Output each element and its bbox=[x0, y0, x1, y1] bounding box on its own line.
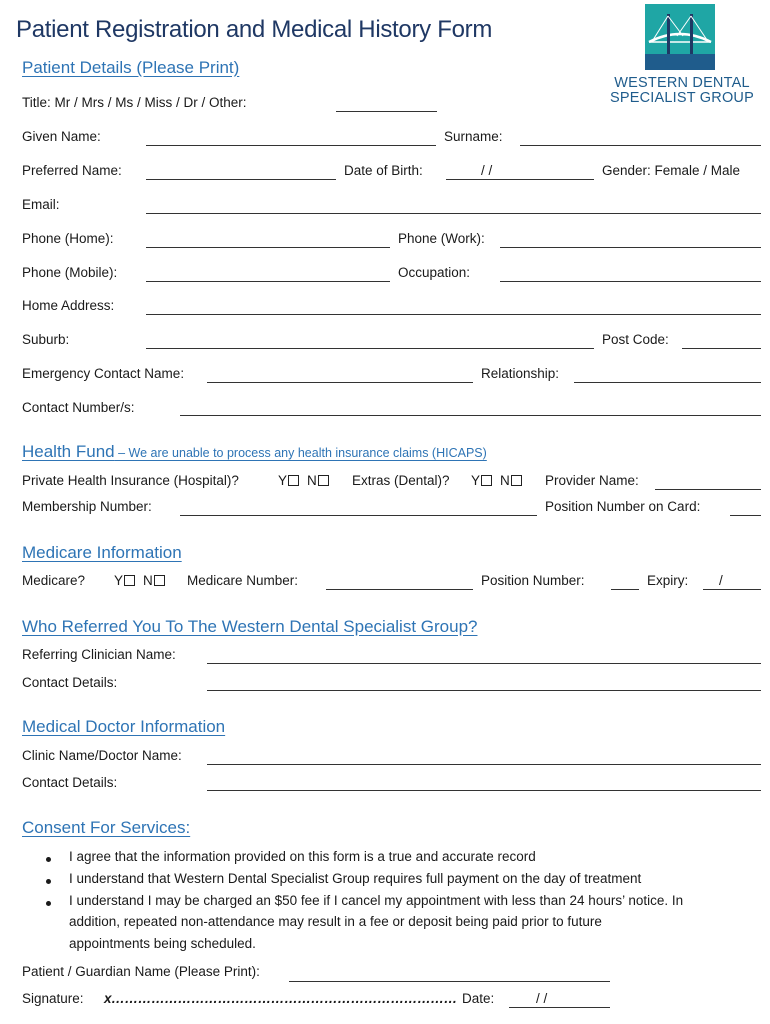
dob-slashes: / / bbox=[481, 163, 493, 178]
referring-clinician-field[interactable] bbox=[207, 663, 761, 664]
bridge-logo-icon bbox=[645, 4, 715, 70]
surname-field[interactable] bbox=[520, 145, 761, 146]
form-title: Patient Registration and Medical History Form bbox=[16, 16, 493, 43]
guardian-name-field[interactable] bbox=[289, 981, 610, 982]
medicare-yes[interactable] bbox=[114, 573, 135, 588]
extras-yes[interactable] bbox=[471, 473, 492, 488]
referral-contact-field[interactable] bbox=[207, 690, 761, 691]
position-on-card-label: Position Number on Card: bbox=[545, 499, 701, 514]
occupation-label: Occupation: bbox=[398, 265, 471, 280]
private-hospital-label: Private Health Insurance (Hospital)? bbox=[22, 473, 239, 488]
date-field[interactable] bbox=[509, 1007, 610, 1008]
surname-label: Surname: bbox=[444, 129, 503, 144]
yes-label: Y bbox=[471, 473, 481, 488]
clinic-name-field[interactable] bbox=[207, 764, 761, 765]
email-field[interactable] bbox=[146, 213, 761, 214]
consent-item-3-line-3: appointments being scheduled. bbox=[69, 936, 256, 951]
expiry-slash: / bbox=[719, 573, 723, 588]
referral-contact-label: Contact Details: bbox=[22, 675, 118, 690]
checkbox[interactable] bbox=[318, 475, 329, 486]
given-name-label: Given Name: bbox=[22, 129, 101, 144]
patient-details-heading: Patient Details (Please Print) bbox=[22, 58, 240, 77]
medicare-heading: Medicare Information bbox=[22, 543, 182, 562]
doctor-contact-label: Contact Details: bbox=[22, 775, 118, 790]
email-label: Email: bbox=[22, 197, 60, 212]
yes-label: Y bbox=[114, 573, 124, 588]
phone-home-field[interactable] bbox=[146, 247, 390, 248]
provider-name-label: Provider Name: bbox=[545, 473, 639, 488]
medicare-number-field[interactable] bbox=[326, 589, 473, 590]
suburb-field[interactable] bbox=[146, 348, 594, 349]
date-slashes: / / bbox=[536, 991, 548, 1006]
occupation-field[interactable] bbox=[500, 281, 761, 282]
position-on-card-field[interactable] bbox=[730, 515, 761, 516]
title-label: Title: Mr / Mrs / Ms / Miss / Dr / Other: bbox=[22, 95, 247, 110]
preferred-name-label: Preferred Name: bbox=[22, 163, 122, 178]
contact-numbers-label: Contact Number/s: bbox=[22, 400, 135, 415]
phone-mobile-label: Phone (Mobile): bbox=[22, 265, 118, 280]
checkbox[interactable] bbox=[511, 475, 522, 486]
signature-field[interactable]: x…………………………………………………………………… bbox=[104, 991, 458, 1006]
suburb-label: Suburb: bbox=[22, 332, 70, 347]
provider-name-field[interactable] bbox=[655, 489, 761, 490]
extras-no[interactable] bbox=[500, 473, 522, 488]
medicare-no[interactable] bbox=[143, 573, 165, 588]
no-label: N bbox=[143, 573, 153, 588]
private-hospital-yes[interactable] bbox=[278, 473, 299, 488]
given-name-field[interactable] bbox=[146, 145, 436, 146]
consent-item-3-line-1: I understand I may be charged an $50 fee if I cancel my appointment with less than 24 hours’ notice. In bbox=[69, 893, 684, 908]
relationship-field[interactable] bbox=[574, 382, 761, 383]
consent-item-3-line-2: addition, repeated non-attendance may result in a fee or deposit being paid prior to future bbox=[69, 914, 602, 929]
checkbox[interactable] bbox=[288, 475, 299, 486]
post-code-field[interactable] bbox=[682, 348, 761, 349]
guardian-name-label: Patient / Guardian Name (Please Print): bbox=[22, 964, 260, 979]
preferred-name-field[interactable] bbox=[146, 179, 336, 180]
clinic-name-label: Clinic Name/Doctor Name: bbox=[22, 748, 182, 763]
contact-numbers-field[interactable] bbox=[180, 415, 761, 416]
referral-heading: Who Referred You To The Western Dental Specialist Group? bbox=[22, 617, 478, 636]
home-address-label: Home Address: bbox=[22, 298, 115, 313]
consent-item-1: I agree that the information provided on this form is a true and accurate record bbox=[69, 849, 536, 864]
phone-work-field[interactable] bbox=[500, 247, 761, 248]
home-address-field[interactable] bbox=[146, 314, 761, 315]
extras-label: Extras (Dental)? bbox=[352, 473, 450, 488]
logo-line-2: SPECIALIST GROUP bbox=[610, 90, 754, 106]
relationship-label: Relationship: bbox=[481, 366, 560, 381]
health-fund-heading bbox=[22, 442, 487, 462]
position-number-field[interactable] bbox=[611, 589, 639, 590]
position-number-label: Position Number: bbox=[481, 573, 585, 588]
no-label: N bbox=[500, 473, 510, 488]
membership-number-label: Membership Number: bbox=[22, 499, 152, 514]
signature-label: Signature: bbox=[22, 991, 84, 1006]
dob-label: Date of Birth: bbox=[344, 163, 423, 178]
medicare-number-label: Medicare Number: bbox=[187, 573, 299, 588]
phone-work-label: Phone (Work): bbox=[398, 231, 485, 246]
gender-label: Gender: Female / Male bbox=[602, 163, 741, 178]
date-label: Date: bbox=[462, 991, 495, 1006]
emergency-name-label: Emergency Contact Name: bbox=[22, 366, 185, 381]
expiry-label: Expiry: bbox=[647, 573, 689, 588]
title-other-field[interactable] bbox=[336, 111, 437, 112]
health-fund-note: – We are unable to process any health insurance claims (HICAPS) bbox=[114, 446, 487, 460]
private-hospital-no[interactable] bbox=[307, 473, 329, 488]
membership-number-field[interactable] bbox=[180, 515, 537, 516]
yes-label: Y bbox=[278, 473, 288, 488]
phone-home-label: Phone (Home): bbox=[22, 231, 114, 246]
expiry-field[interactable] bbox=[703, 589, 761, 590]
doctor-heading: Medical Doctor Information bbox=[22, 717, 226, 736]
western-dental-logo bbox=[604, 4, 760, 108]
emergency-name-field[interactable] bbox=[207, 382, 473, 383]
no-label: N bbox=[307, 473, 317, 488]
medicare-question-label: Medicare? bbox=[22, 573, 86, 588]
checkbox[interactable] bbox=[154, 575, 165, 586]
logo-line-1: WESTERN DENTAL bbox=[614, 75, 750, 91]
consent-item-2: I understand that Western Dental Specialist Group requires full payment on the day of treatment bbox=[69, 871, 642, 886]
consent-heading: Consent For Services: bbox=[22, 818, 191, 837]
phone-mobile-field[interactable] bbox=[146, 281, 390, 282]
post-code-label: Post Code: bbox=[602, 332, 669, 347]
referring-clinician-label: Referring Clinician Name: bbox=[22, 647, 176, 662]
checkbox[interactable] bbox=[124, 575, 135, 586]
checkbox[interactable] bbox=[481, 475, 492, 486]
health-fund-title: Health Fund bbox=[22, 442, 115, 461]
doctor-contact-field[interactable] bbox=[207, 790, 761, 791]
dob-field[interactable] bbox=[446, 179, 594, 180]
